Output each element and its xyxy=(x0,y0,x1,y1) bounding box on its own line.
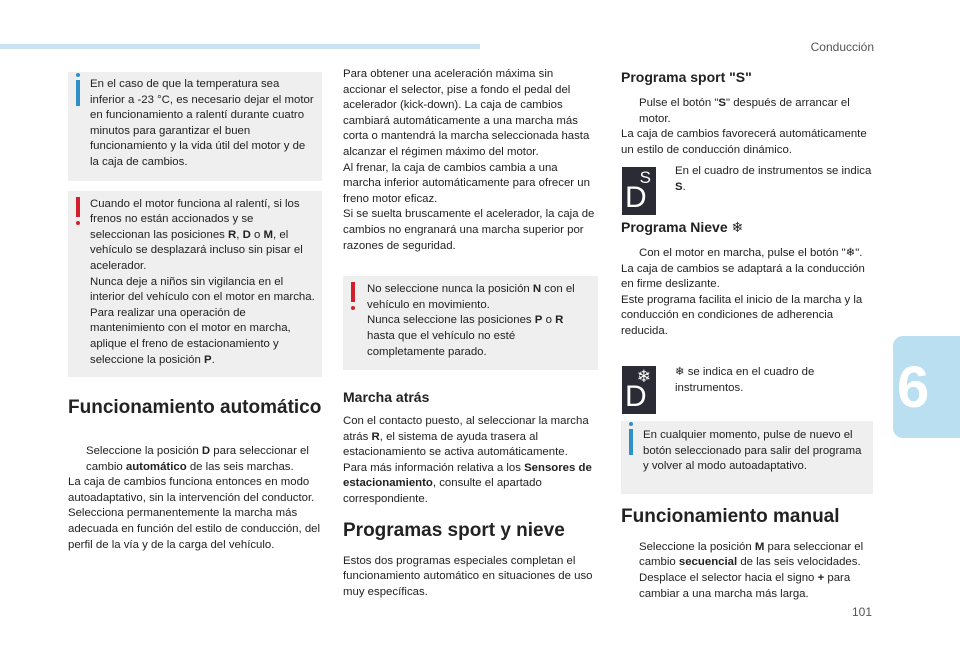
snow-paragraph-2: Este programa facilita el inicio de la marcha y la conducción en condiciones de adherencia reducida. xyxy=(621,293,863,337)
heading-snow: Programa Nieve ❄ xyxy=(621,219,744,235)
warning-text-2: Nunca deje a niños sin vigilancia en el interior del vehículo con el motor en marcha. xyxy=(90,275,315,304)
chapter-number: 6 xyxy=(897,355,930,420)
snow-indicator-text: ❄ se indica en el cuadro de instrumentos. xyxy=(675,366,815,394)
heading-sport: Programa sport "S" xyxy=(621,69,752,85)
info-icon xyxy=(629,429,633,455)
programs-paragraph: Estos dos programas especiales completan el funcionamiento automático en situaciones de uso muy específicas. xyxy=(343,554,593,598)
heading-reverse: Marcha atrás xyxy=(343,389,430,406)
heading-automatic: Funcionamiento automático xyxy=(68,397,322,419)
warning-neutral-1: No seleccione nunca la posición N con el vehículo en movimiento. xyxy=(367,283,575,311)
release-paragraph: Si se suelta bruscamente el acelerador, la caja de cambios no engranará una marcha superior por razones de seguridad. xyxy=(343,208,595,252)
column-right-lower xyxy=(621,421,873,602)
reverse-paragraph: Con el contacto puesto, al seleccionar la marcha atrás R, el sistema de ayuda trasera al estacionamiento se activa automáticamente. xyxy=(343,415,589,459)
bullet-manual-1: Seleccione la posición M para seleccionar el cambio secuencial de las seis velocidades. xyxy=(639,540,864,569)
page-number: 101 xyxy=(851,605,872,619)
heading-programs: Programas sport y nieve xyxy=(343,519,565,541)
warning-icon xyxy=(76,197,80,217)
kickdown-paragraph: Para obtener una aceleración máxima sin accionar el selector, pise a fondo el pedal del acelerador (kick-down). La caja de cambios cambiará automáticamente a una marcha más corta o mantendrá la marcha seleccionada hasta alcanzar el régimen máximo del motor. xyxy=(343,68,590,158)
braking-paragraph: Al frenar, la caja de cambios cambia a una marcha inferior automáticamente para ofrecer un freno motor eficaz. xyxy=(343,161,590,205)
bullet-sport: Pulse el botón "S" después de arrancar el motor. xyxy=(639,97,850,125)
warning-box-neutral xyxy=(343,276,598,370)
info-icon xyxy=(76,80,80,106)
section-title: Conducción xyxy=(810,40,874,54)
warning-neutral-2: Nunca seleccione las posiciones P o R hasta que el vehículo no esté completamente parado. xyxy=(367,314,564,358)
column-left xyxy=(68,72,322,553)
sport-indicator-text: En el cuadro de instrumentos se indica S. xyxy=(675,165,872,193)
heading-manual: Funcionamiento manual xyxy=(621,505,840,527)
sensors-paragraph: Para más información relativa a los Sensores de estacionamiento, consulte el apartado correspondiente. xyxy=(343,461,592,506)
sport-paragraph: La caja de cambios favorecerá automáticamente un estilo de conducción dinámico. xyxy=(621,128,867,156)
info-box-temperature xyxy=(68,72,322,181)
warning-text-3: Para realizar una operación de mantenimiento con el motor en marcha, aplique el freno de estacionamiento y seleccione la posición P. xyxy=(90,306,291,366)
bullet-snow: Con el motor en marcha, pulse el botón "❄". xyxy=(639,247,863,259)
chapter-tab xyxy=(893,336,960,438)
header-bar xyxy=(0,44,480,49)
column-middle xyxy=(343,67,598,600)
column-right xyxy=(621,68,875,158)
warning-text-1: Cuando el motor funciona al ralentí, si los frenos no están accionados y se seleccionan las posiciones R, D o M, el vehículo se desplazará incluso sin pisar el acelerador. xyxy=(90,197,303,272)
info-text: En el caso de que la temperatura sea inferior a -23 °C, es necesario dejar el motor en funcionamiento a ralentí durante cuatro minutos para garantizar el buen funcionamiento y la vida útil del motor y de la caja de cambios. xyxy=(90,78,314,168)
sport-indicator-icon: S D xyxy=(622,167,656,215)
warning-icon xyxy=(351,282,355,302)
snow-indicator-icon: ❄ D xyxy=(622,366,656,414)
warning-box-idle xyxy=(68,191,322,378)
snow-section xyxy=(621,218,875,340)
info-box-exit xyxy=(621,421,873,494)
automatic-paragraph: La caja de cambios funciona entonces en modo autoadaptativo, sin la intervención del conductor. Selecciona permanentemente la marcha más adecuada en función del estilo de conducción, del perfil de la vía y de la carga del vehículo. xyxy=(68,476,321,551)
bullet-automatic: Seleccione la posición D para seleccionar el cambio automático de las seis marchas. xyxy=(86,445,309,473)
snow-paragraph-1: La caja de cambios se adaptará a la conducción en firme deslizante. xyxy=(621,262,865,291)
info-exit-text: En cualquier momento, pulse de nuevo el botón seleccionado para salir del programa y volver al modo autoadaptativo. xyxy=(643,429,862,473)
bullet-manual-2: Desplace el selector hacia el signo + para cambiar a una marcha más larga. xyxy=(639,571,851,600)
